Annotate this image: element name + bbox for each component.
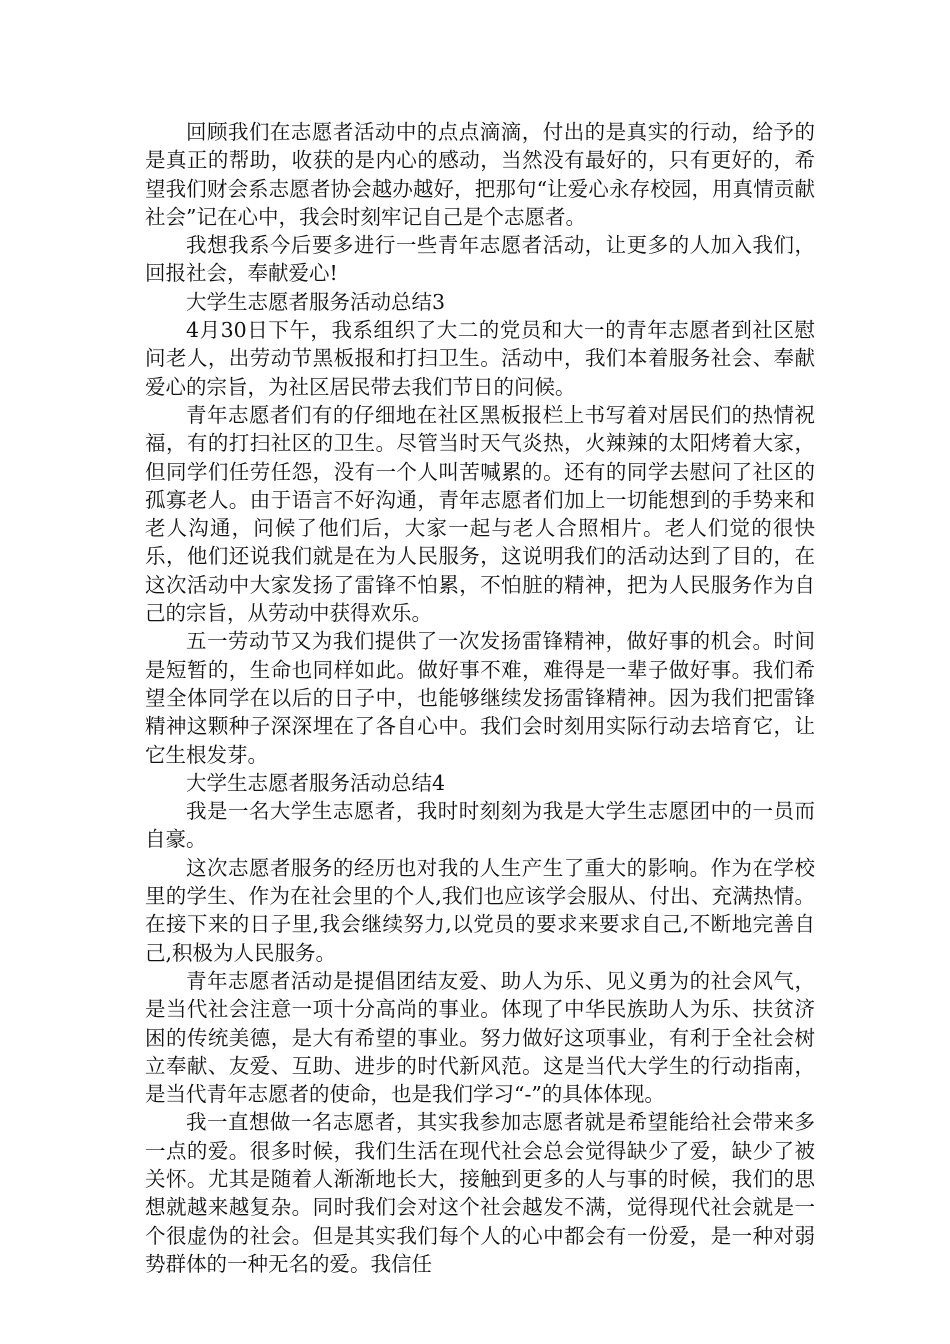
paragraph: 我一直想做一名志愿者，其实我参加志愿者就是希望能给社会带来多一点的爱。很多时候，我们生活在现代社会总会觉得缺少了爱，缺少了被关怀。尤其是随着人渐渐地长大，接触到更多的人与事的时候，我们的思想就越来越复杂。同时我们会对这个社会越发不满，觉得现代社会就是一个很虚伪的社会。但是其实我们每个人的心中都会有一份爱，是一种对弱势群体的一种无名的爱。我信任	[145, 1110, 815, 1276]
paragraph: 五一劳动节又为我们提供了一次发扬雷锋精神，做好事的机会。时间是短暂的，生命也同样如此。做好事不难，难得是一辈子做好事。我们希望全体同学在以后的日子中，也能够继续发扬雷锋精神。因为我们把雷锋精神这颗种子深深埋在了各自心中。我们会时刻用实际行动去培育它，让它生根发芽。	[145, 629, 815, 767]
paragraph: 青年志愿者活动是提倡团结友爱、助人为乐、见义勇为的社会风气，是当代社会注意一项十分高尚的事业。体现了中华民族助人为乐、扶贫济困的传统美德，是大有希望的事业。努力做好这项事业，有利于全社会树立奉献、友爱、互助、进步的时代新风范。这是当代大学生的行动指南，是当代青年志愿者的使命，也是我们学习“-”的具体体现。	[145, 968, 815, 1107]
paragraph: 4月30日下午，我系组织了大二的党员和大一的青年志愿者到社区慰问老人，出劳动节黑板报和打扫卫生。活动中，我们本着服务社会、奉献爱心的宗旨，为社区居民带去我们节日的问候。	[145, 318, 815, 399]
paragraph: 我是一名大学生志愿者，我时时刻刻为我是大学生志愿团中的一员而自豪。	[145, 799, 815, 852]
section-heading: 大学生志愿者服务活动总结4	[186, 770, 446, 795]
paragraph: 这次志愿者服务的经历也对我的人生产生了重大的影响。作为在学校里的学生、作为在社会里的个人,我们也应该学会服从、付出、充满热情。在接下来的日子里,我会继续努力,以党员的要求来要求自己,不断地完善自己,积极为人民服务。	[145, 855, 815, 965]
paragraph: 青年志愿者们有的仔细地在社区黑板报栏上书写着对居民们的热情祝福，有的打扫社区的卫生。尽管当时天气炎热，火辣辣的太阳烤着大家，但同学们任劳任怨，没有一个人叫苦喊累的。还有的同学去慰问了社区的孤寡老人。由于语言不好沟通，青年志愿者们加上一切能想到的手势来和老人沟通，问候了他们后，大家一起与老人合照相片。老人们觉的很快乐，他们还说我们就是在为人民服务，这说明我们的活动达到了目的，在这次活动中大家发扬了雷锋不怕累，不怕脏的精神，把为人民服务作为自己的宗旨，从劳动中获得欢乐。	[145, 402, 815, 626]
section-heading: 大学生志愿者服务活动总结3	[186, 289, 446, 314]
paragraph: 我想我系今后要多进行一些青年志愿者活动，让更多的人加入我们，回报社会，奉献爱心!	[145, 233, 815, 286]
document-body	[145, 118, 815, 1278]
paragraph: 回顾我们在志愿者活动中的点点滴滴，付出的是真实的行动，给予的是真正的帮助，收获的是内心的感动，当然没有最好的，只有更好的，希望我们财会系志愿者协会越办越好，把那句“让爱心永存校园，用真情贡献社会”记在心中，我会时刻牢记自己是个志愿者。	[145, 120, 815, 229]
